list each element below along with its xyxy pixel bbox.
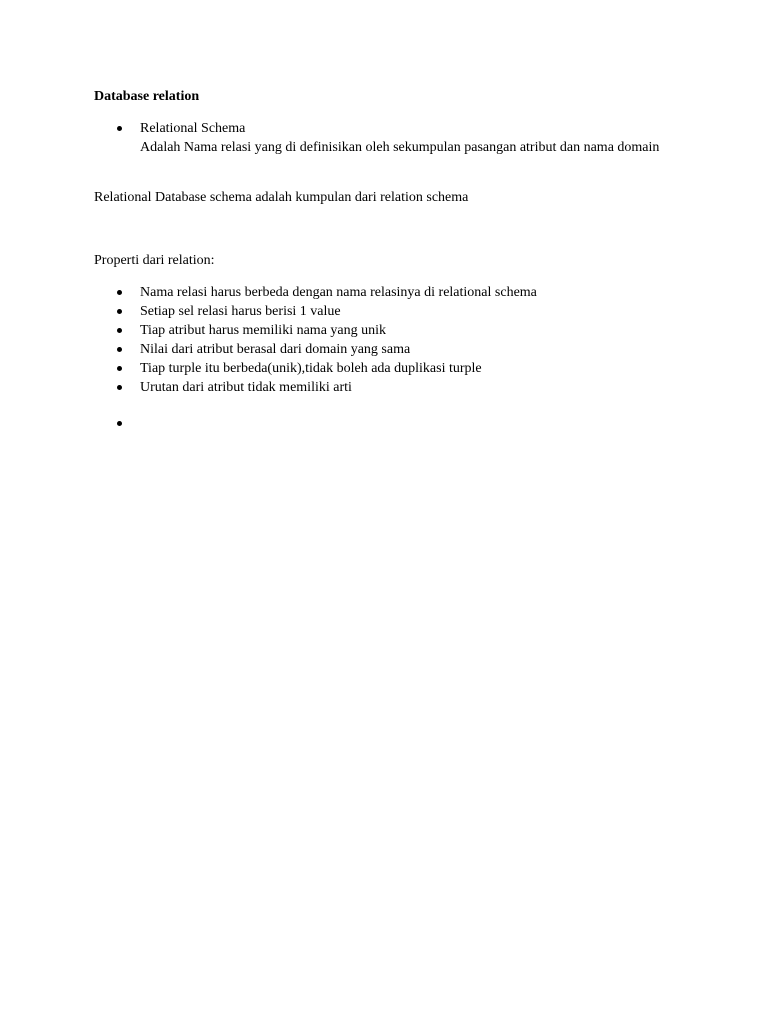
list-item [94, 283, 684, 302]
bullet-icon [117, 328, 122, 333]
list-item [94, 359, 684, 378]
schema-description: Adalah Nama relasi yang di definisikan oleh sekumpulan pasangan atribut dan nama domain [140, 140, 660, 155]
property-text: Tiap turple itu berbeda(unik),tidak boleh ada duplikasi turple [140, 361, 482, 376]
empty-bullet-text [140, 416, 144, 431]
property-text: Nama relasi harus berbeda dengan nama relasinya di relational schema [140, 285, 537, 300]
property-text: Tiap atribut harus memiliki nama yang unik [140, 323, 387, 338]
list-item [94, 378, 684, 397]
property-text: Nilai dari atribut berasal dari domain yang sama [140, 342, 411, 357]
list-item [94, 321, 684, 340]
empty-list [94, 414, 684, 433]
list-item [94, 119, 684, 157]
document-heading: Database relation [94, 89, 200, 104]
schema-list [94, 119, 684, 157]
bullet-icon [117, 366, 122, 371]
list-item [94, 302, 684, 321]
list-item [94, 340, 684, 359]
bullet-icon [117, 309, 122, 314]
properties-list [94, 283, 684, 397]
bullet-icon [117, 421, 122, 426]
property-text: Urutan dari atribut tidak memiliki arti [140, 380, 352, 395]
bullet-icon [117, 290, 122, 295]
bullet-icon [117, 385, 122, 390]
schema-paragraph: Relational Database schema adalah kumpulan dari relation schema [94, 190, 469, 205]
list-item [94, 414, 684, 433]
properties-intro: Properti dari relation: [94, 253, 215, 268]
bullet-icon [117, 347, 122, 352]
schema-title: Relational Schema [140, 121, 246, 136]
bullet-icon [117, 126, 122, 131]
property-text: Setiap sel relasi harus berisi 1 value [140, 304, 341, 319]
